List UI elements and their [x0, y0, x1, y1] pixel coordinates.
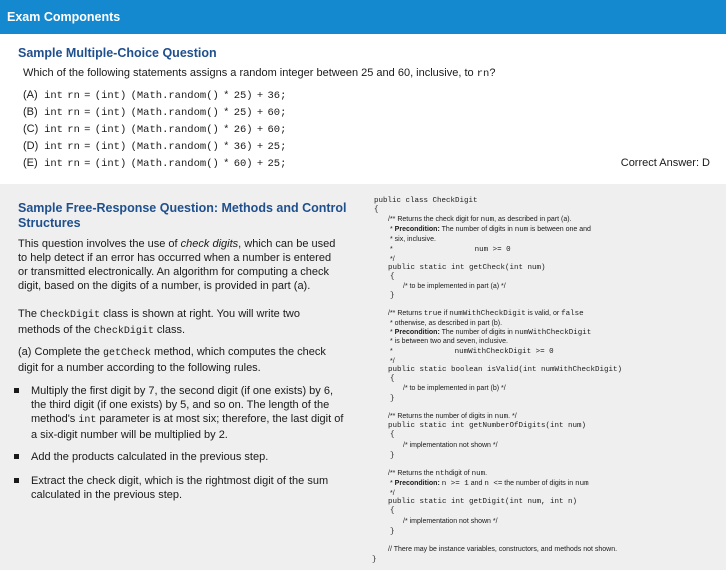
bullet-marker — [14, 454, 19, 459]
getdigit-signature: public static int getDigit(int num, int n) — [388, 498, 578, 506]
rule-bullet-2: Add the products calculated in the previous step. — [14, 450, 344, 464]
header-title: Exam Components — [7, 10, 121, 24]
mcq-option-e: (E) int rn = (int) (Math.random() * 60) + 25; — [23, 157, 287, 170]
mcq-option-d: (D) int rn = (int) (Math.random() * 36) + 25; — [23, 140, 287, 153]
mcq-option-a: (A) int rn = (int) (Math.random() * 25) + 36; — [23, 89, 287, 102]
footer-comment: // There may be instance variables, constructors, and methods not shown. — [388, 546, 618, 553]
rule-bullet-3: Extract the check digit, which is the rightmost digit of the sum calculated in the previous step. — [14, 474, 344, 502]
bullet-marker — [14, 478, 19, 483]
bullet-marker — [14, 388, 19, 393]
frq-class-paragraph: The CheckDigit class is shown at right. You will write two methods of the CheckDigit class. — [18, 308, 300, 337]
mcq-option-c: (C) int rn = (int) (Math.random() * 26) + 60; — [23, 123, 287, 136]
frq-section: Sample Free-Response Question: Methods and Control Structures This question involves the use of check digits, which can be used to help detect if an error has occurred when a number is entered or transmitted electronically. An algorithm for computing a check digit, based on the digits of a number, is provided in part (a). The CheckDigit class is shown at right. You will write two methods of the CheckDigit class. (a) Complete the getCheck method, which computes the check digit for a number according to the following rules. Multiply the first digit by 7, the second digit (if one exists) by 6, the third digit (if one exists) by 5, and so on. The length of the method's int parameter is at most six; therefore, the last digit of a six-digit number will be multiplied by 2. Add the products calculated in the previous step. Extract the check digit, which is the rightmost digit of the sum calculated in the previous step. public class CheckDigit { /** Returns the check digit for num, as described in part (a). * Precondition: The number of digits in num is between one and * six, inclusive. * num >= 0 */ public static int getCheck(int num) { /* to be implemented in part (a) */ } /** Returns true if numWithCheckDigit is valid, or false * otherwise, as described in part (b). * Precondition: The number of digits in numWithCheckDigit * is between two and seven, inclusive. * numWithCheckDigit >= 0 */ public static boolean isValid(int numWithCheckDigit) { /* to be implemented in part (b) */ } /** Returns the number of digits in num. */ public static int getNumberOfDigits(int num) { /* implementation not shown */ } /** Returns the nthdigit of num. * Precondition: n >= 1 and n <= the number of digits in num */ public static int getDigit(int num, int n) { /* implementation not shown */ } // There may be instance variables, constructors, and methods not shown. } — [0, 184, 726, 570]
isvalid-signature: public static boolean isValid(int numWithCheckDigit) — [388, 366, 623, 374]
frq-intro-paragraph: This question involves the use of check digits, which can be used to help detect if an error has occurred when a number is entered or transmitted electronically. An algorithm for computing a check digit, based on the digits of a number, is provided in part (a). — [18, 238, 336, 292]
exam-components-header — [0, 0, 726, 34]
frq-title: Sample Free-Response Question: Methods and Control Structures — [18, 201, 347, 230]
frq-part-a-paragraph: (a) Complete the getCheck method, which computes the check digit for a number according to the following rules. — [18, 346, 326, 374]
correct-answer: Correct Answer: D — [620, 157, 710, 169]
getcheck-comment: /** Returns the check digit for num, as described in part (a). — [388, 216, 572, 224]
rule-bullet-1: Multiply the first digit by 7, the second digit (if one exists) by 6, the third digit (if one exists) by 5, and so on. The length of the method's int parameter is at most six; therefore, the last digit of a six-digit number will be multiplied by 2. — [14, 384, 344, 442]
mcq-option-b: (B) int rn = (int) (Math.random() * 25) + 60; — [23, 106, 287, 119]
getnumberofdigits-comment: /** Returns the number of digits in num. */ — [388, 413, 517, 421]
isvalid-comment: /** Returns true if numWithCheckDigit is valid, or false — [388, 310, 584, 318]
mcq-title: Sample Multiple-Choice Question — [18, 46, 217, 60]
mcq-section — [0, 34, 726, 184]
getcheck-signature: public static int getCheck(int num) — [388, 264, 546, 272]
mcq-question: Which of the following statements assigns a random integer between 25 and 60, inclusive, to rn? — [23, 67, 496, 80]
getdigit-comment: /** Returns the nthdigit of num. — [388, 470, 488, 478]
getnumberofdigits-signature: public static int getNumberOfDigits(int num) — [388, 422, 587, 430]
